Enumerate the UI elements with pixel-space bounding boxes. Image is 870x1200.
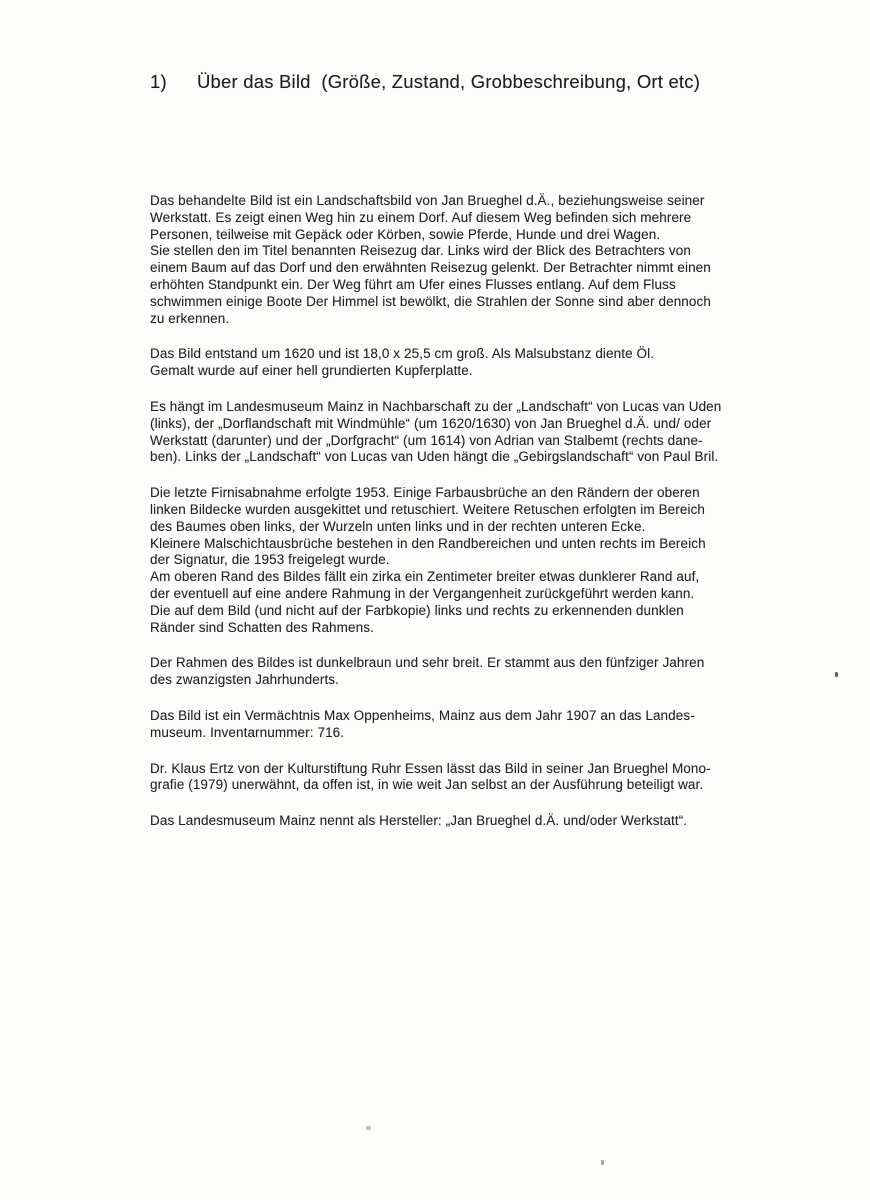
text-line: linken Bildecke wurden ausgekittet und retuschiert. Weitere Retuschen erfolgten im Bereich: [150, 501, 706, 517]
paragraph: [150, 813, 775, 830]
text-line: Das Landesmuseum Mainz nennt als Hersteller: „Jan Brueghel d.Ä. und/oder Werkstatt“.: [150, 813, 688, 829]
text-line: Der Rahmen des Bildes ist dunkelbraun und sehr breit. Er stammt aus den fünfziger Jahren: [150, 655, 705, 671]
text-line: erhöhten Standpunkt ein. Der Weg führt am Ufer eines Flusses entlang. Auf dem Fluss: [150, 276, 676, 292]
text-line: Ränder sind Schatten des Rahmens.: [150, 619, 374, 635]
text-line: museum. Inventarnummer: 716.: [150, 724, 345, 740]
scan-speck: [835, 672, 838, 677]
text-line: Sie stellen den im Titel benannten Reisezug dar. Links wird der Blick des Betrachters von: [150, 243, 691, 259]
text-line: Am oberen Rand des Bildes fällt ein zirka ein Zentimeter breiter etwas dunklerer Rand auf,: [150, 569, 700, 585]
text-line: der Signatur, die 1953 freigelegt wurde.: [150, 552, 390, 568]
text-line: Die auf dem Bild (und nicht auf der Farbkopie) links und rechts zu erkennenden dunklen: [150, 602, 684, 618]
text-line: Werkstatt. Es zeigt einen Weg hin zu einem Dorf. Auf diesem Weg befinden sich mehrere: [150, 209, 692, 225]
text-line: (links), der „Dorflandschaft mit Windmühle“ (um 1620/1630) von Jan Brueghel d.Ä. und/ oder: [150, 415, 712, 431]
text-line: Personen, teilweise mit Gepäck oder Körben, sowie Pferde, Hunde und drei Wagen.: [150, 226, 661, 242]
text-line: Das behandelte Bild ist ein Landschaftsbild von Jan Brueghel d.Ä., beziehungsweise seiner: [150, 193, 705, 208]
scan-speck: [601, 1160, 604, 1165]
text-line: Gemalt wurde auf einer hell grundierten Kupferplatte.: [150, 363, 473, 379]
text-line: der eventuell auf eine andere Rahmung in der Vergangenheit zurückgeführt werden kann.: [150, 585, 695, 601]
text-line: Es hängt im Landesmuseum Mainz in Nachbarschaft zu der „Landschaft“ von Lucas van Uden: [150, 398, 722, 414]
document-body: [150, 193, 775, 849]
section-heading: [150, 71, 700, 93]
text-line: Das Bild entstand um 1620 und ist 18,0 x 25,5 cm groß. Als Malsubstanz diente Öl.: [150, 346, 655, 362]
text-line: grafie (1979) unerwähnt, da offen ist, in wie weit Jan selbst an der Ausführung beteiligt war.: [150, 777, 704, 793]
paragraph: [150, 399, 775, 466]
text-line: zu erkennen.: [150, 310, 230, 326]
section-title: Über das Bild (Größe, Zustand, Grobbeschreibung, Ort etc): [197, 71, 701, 92]
text-line: ben). Links der „Landschaft“ von Lucas van Uden hängt die „Gebirgslandschaft“ von Paul Bril.: [150, 449, 719, 465]
text-line: Die letzte Firnisabnahme erfolgte 1953. Einige Farbausbrüche an den Rändern der oberen: [150, 485, 700, 501]
text-line: Dr. Klaus Ertz von der Kulturstiftung Ruhr Essen lässt das Bild in seiner Jan Brueghel Mono-: [150, 760, 711, 776]
scan-speck: [366, 1126, 371, 1130]
paragraph: [150, 655, 775, 689]
paragraph: [150, 761, 775, 795]
text-line: Das Bild ist ein Vermächtnis Max Oppenheims, Mainz aus dem Jahr 1907 an das Landes-: [150, 707, 695, 723]
text-line: Kleinere Malschichtausbrüche bestehen in den Randbereichen und unten rechts im Bereich: [150, 535, 706, 551]
section-number: 1): [150, 71, 167, 92]
text-line: schwimmen einige Boote Der Himmel ist bewölkt, die Strahlen der Sonne sind aber dennoch: [150, 293, 711, 309]
text-line: Werkstatt (darunter) und der „Dorfgracht“ (um 1614) von Adrian van Stalbemt (rechts dane-: [150, 432, 703, 448]
paragraph: [150, 346, 775, 380]
text-line: des Baumes oben links, der Wurzeln unten links und in der rechten unteren Ecke.: [150, 518, 646, 534]
paragraph: [150, 193, 775, 327]
text-line: einem Baum auf das Dorf und den erwähnten Reisezug gelenkt. Der Betrachter nimmt einen: [150, 260, 711, 276]
text-line: des zwanzigsten Jahrhunderts.: [150, 672, 340, 688]
paragraph: [150, 708, 775, 742]
paragraph: [150, 485, 775, 636]
